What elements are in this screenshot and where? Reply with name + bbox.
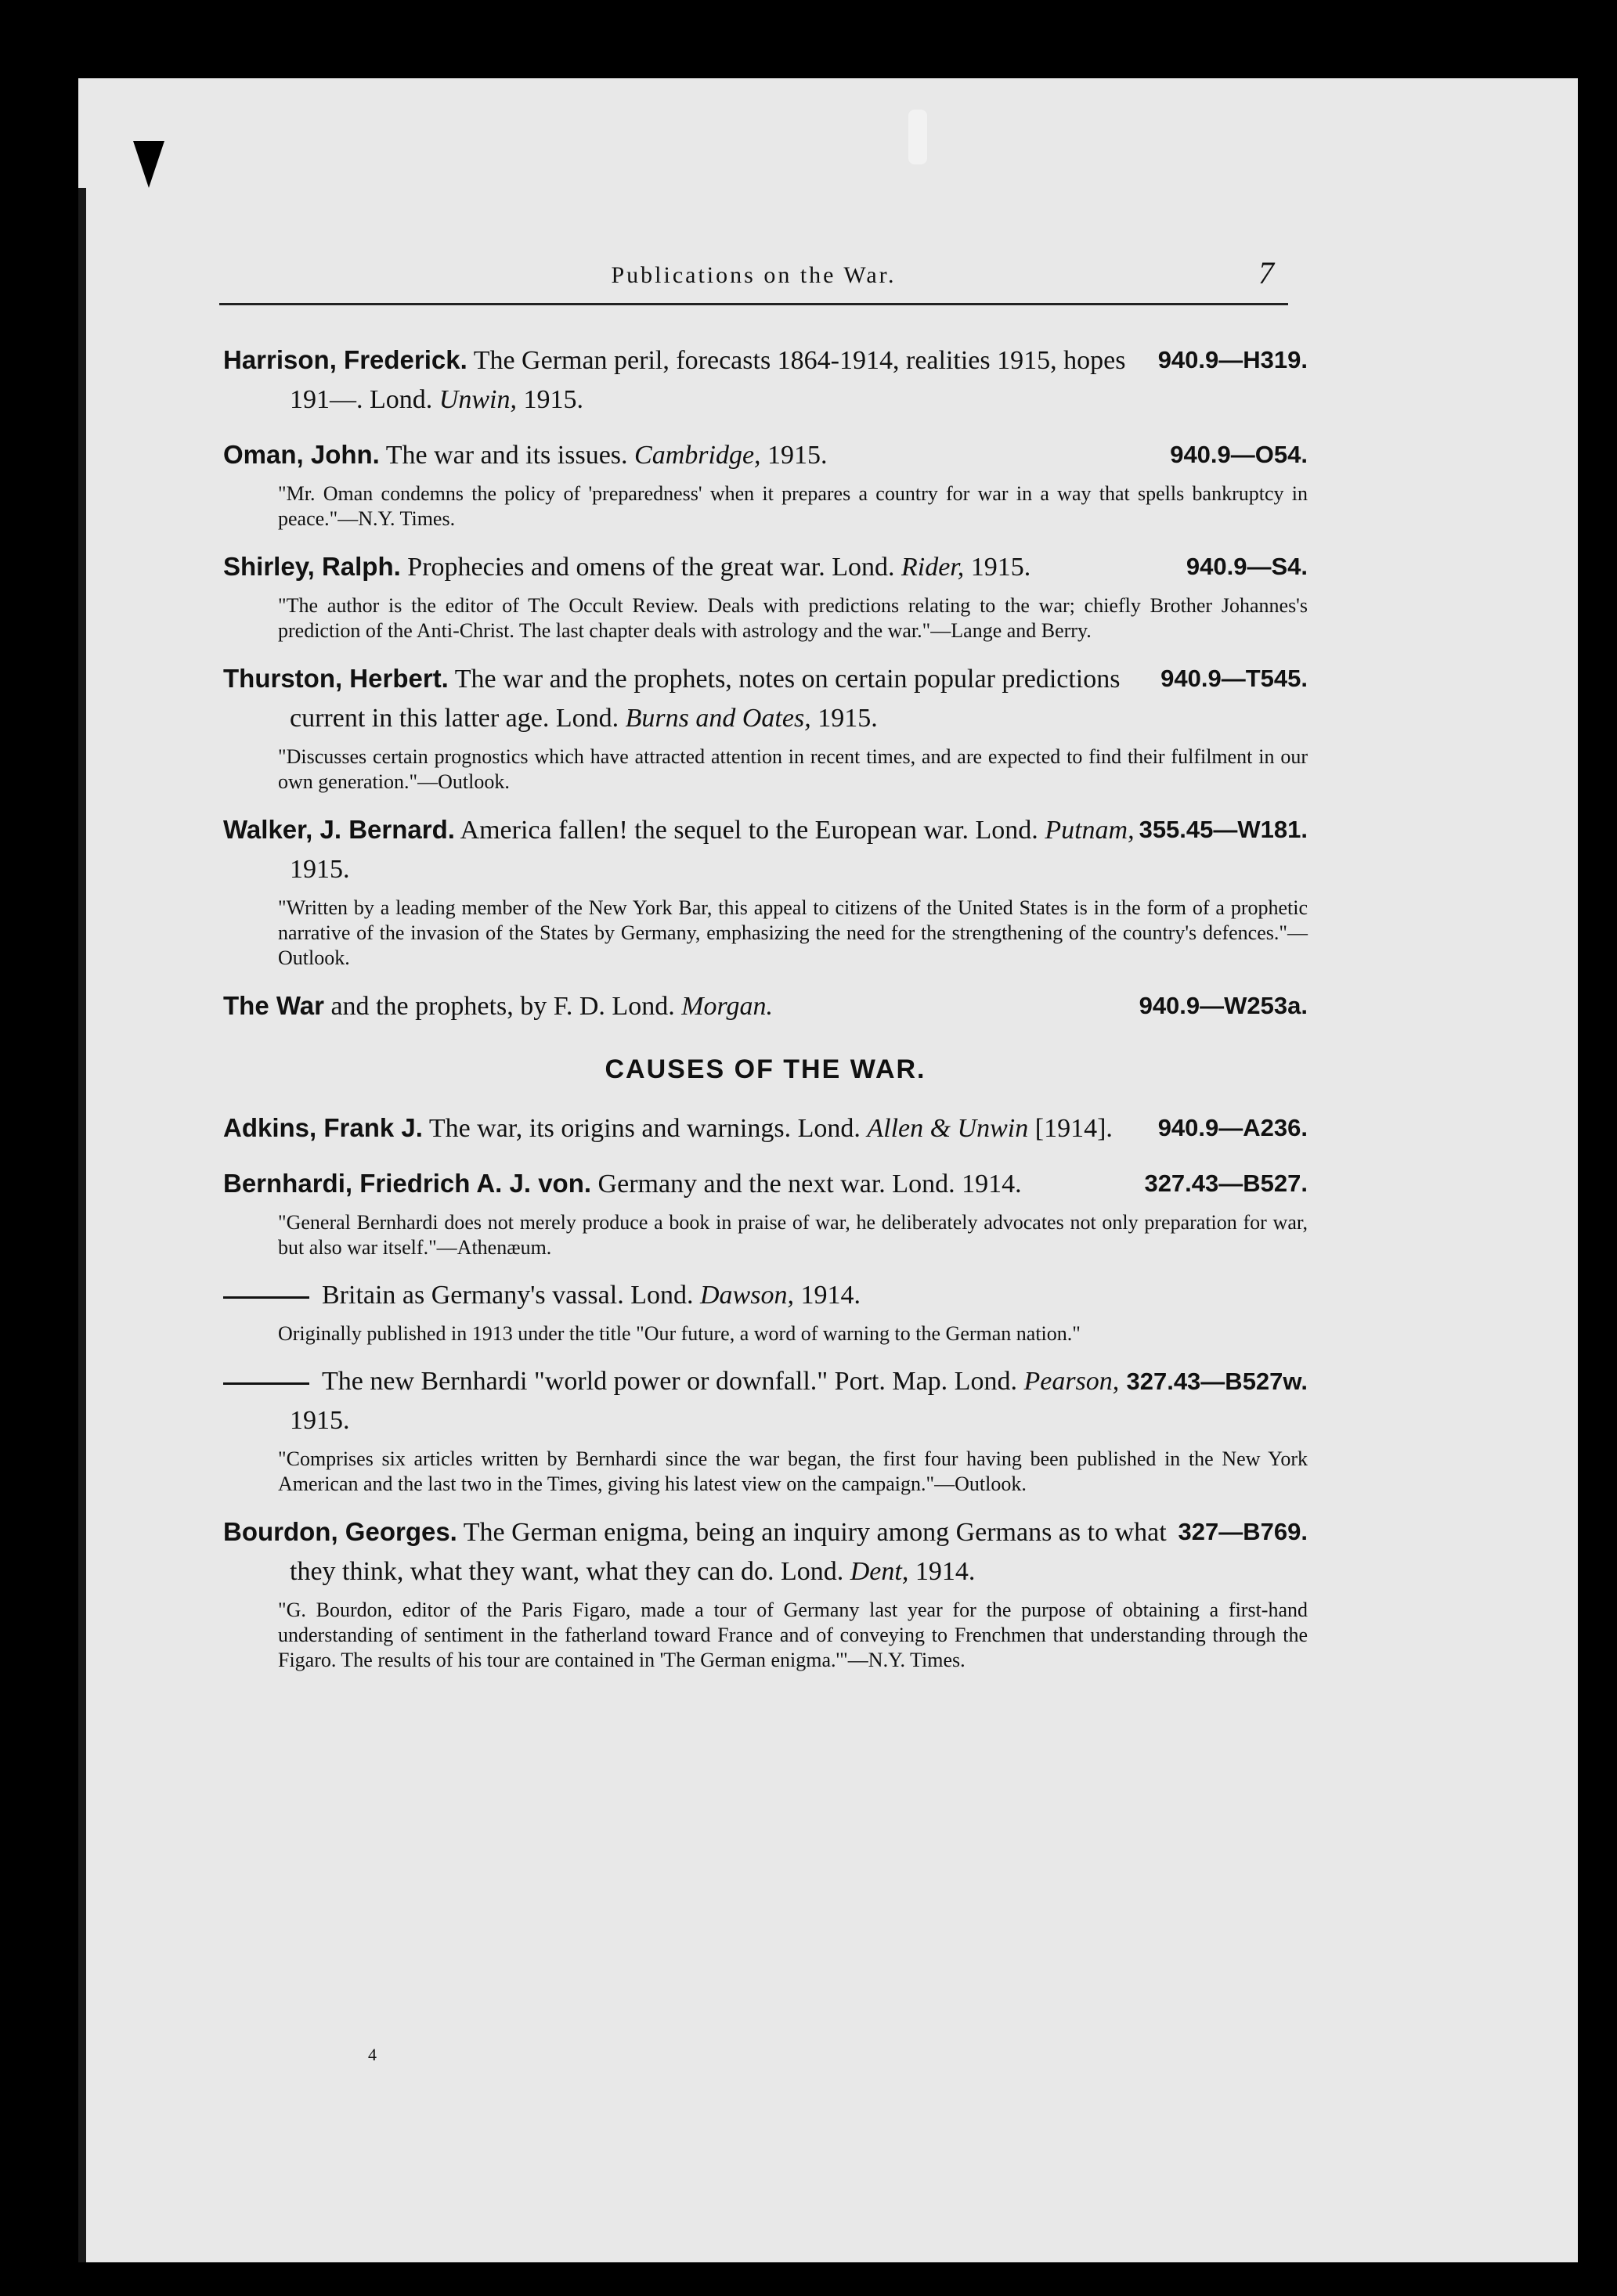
entry-citation [223,435,1308,475]
entry-publisher: Unwin, [439,385,517,414]
bibliography-entry [223,1108,1308,1148]
entry-title: The war and its issues. [385,441,628,470]
entry-citation [223,1276,1308,1315]
entry-title: The new Bernhardi "world power or downfall." Port. Map. Lond. [322,1367,1017,1396]
entry-year: 1914. [915,1557,976,1586]
entry-annotation: Originally published in 1913 under the title "Our future, a word of warning to the German nation." [278,1322,1081,1345]
bibliography-entry [223,659,1308,795]
entry-publisher: Rider, [901,553,965,582]
entry-year: 1914. [800,1281,861,1310]
entry-annotation: "Comprises six articles written by Bernhardi since the war began, the first four having been published in the New York American and the last two in the Times, giving his latest view on the campaign."—Outlook. [278,1447,1308,1495]
entry-year: 1915. [767,441,828,470]
scan-artifact [908,110,927,164]
running-head: Publications on the War. [611,262,897,288]
entry-citation [223,547,1308,587]
entry-annotation: "The author is the editor of The Occult Review. Deals with predictions relating to the war; chiefly Brother Johannes's prediction of the Anti-Christ. The last chapter deals with astrology and the war."—Lange and Berry. [278,594,1308,642]
entry-title: America fallen! the sequel to the European war. Lond. [460,816,1038,845]
entry-title: Germany and the next war. Lond. [597,1170,955,1198]
entry-title: The German enigma, being an inquiry among Germans as to what they think, what they want, what they can do. Lond. [290,1518,1167,1586]
call-number: 355.45—W181. [1139,816,1308,843]
entry-citation [223,986,1308,1026]
entry-publisher: Dawson, [699,1281,794,1310]
bibliography-entry [223,1164,1308,1260]
binding-notch [133,141,164,188]
entry-annotation: "G. Bourdon, editor of the Paris Figaro, made a tour of Germany last year for the purpose of obtaining a first-hand understanding of sentiment in the fatherland toward France and of conveying to Frenchmen that understanding through the Figaro. The results of his tour are contained in 'The German enigma.'"—N.Y. Times. [278,1599,1308,1671]
entry-citation [223,341,1308,420]
entry-year: 1914. [962,1170,1022,1198]
entry-list-causes [223,1108,1308,1673]
call-number: 940.9—A236. [1157,1114,1308,1141]
entry-title: The war, its origins and warnings. Lond. [428,1114,861,1143]
entry-author: Oman, John. [223,440,380,469]
entry-publisher: Putnam, [1045,816,1135,845]
bibliography-entry [223,435,1308,532]
bibliography-entry [223,1512,1308,1673]
entry-title: Britain as Germany's vassal. Lond. [322,1281,694,1310]
entry-annotation: "Written by a leading member of the New York Bar, this appeal to citizens of the United States is in the form of a prophetic narrative of the invasion of the States by Germany, emphasizing the need for the strengthening of the country's defences."—Outlook. [278,896,1308,969]
bibliography-entry [223,547,1308,643]
entry-citation [223,659,1308,738]
entry-citation [223,1362,1308,1440]
page-spine [78,188,86,2262]
call-number: 940.9—H319. [1157,346,1308,373]
entry-year: 1915. [290,1406,350,1435]
call-number: 327.43—B527w. [1126,1368,1308,1395]
entry-title: Prophecies and omens of the great war. Lond. [407,553,895,582]
bibliography-entry [223,1362,1308,1497]
call-number: 940.9—S4. [1186,553,1308,580]
entry-publisher: Cambridge, [634,441,761,470]
entry-title: The war and the prophets, notes on certain popular predictions current in this latter age. Lond. [290,665,1121,733]
entry-citation [223,1108,1308,1148]
ditto-dash [223,1296,309,1299]
entry-publisher: Pearson, [1023,1367,1120,1396]
call-number: 327.43—B527. [1144,1170,1308,1197]
entry-year: 1915. [970,553,1031,582]
entry-year: 1915. [818,704,878,733]
entry-author: Harrison, Frederick. [223,345,467,374]
entry-author: Thurston, Herbert. [223,664,449,693]
entry-annotation: "General Bernhardi does not merely produce a book in praise of war, he deliberately advocates not only preparation for war, but also war itself."—Athenæum. [278,1211,1308,1259]
call-number: 940.9—W253a. [1139,992,1308,1019]
entry-citation [223,810,1308,889]
entry-title: and the prophets, by F. D. Lond. [330,992,675,1021]
bibliography-entry [223,341,1308,420]
entry-author: Walker, J. Bernard. [223,815,455,844]
entry-publisher: Dent, [850,1557,909,1586]
entry-author: Shirley, Ralph. [223,552,401,581]
bibliography-entry [223,810,1308,971]
call-number: 327—B769. [1178,1518,1308,1545]
entry-list-prophecies [223,341,1308,1026]
call-number: 940.9—T545. [1160,665,1308,692]
ditto-dash [223,1382,309,1385]
entry-title: The German peril, forecasts 1864-1914, realities 1915, hopes 191—. Lond. [290,346,1126,414]
bibliography-entry [223,1276,1308,1346]
entry-publisher: Burns and Oates, [625,704,811,733]
entry-year: 1915. [290,855,350,884]
page-header [219,255,1288,305]
entry-author: Bourdon, Georges. [223,1517,457,1546]
entry-publisher: Allen & Unwin [867,1114,1029,1143]
entry-author: Bernhardi, Friedrich A. J. von. [223,1169,592,1198]
entry-annotation: "Discusses certain prognostics which have attracted attention in recent times, and are expected to find their fulfilment in our own generation."—Outlook. [278,745,1308,793]
entry-annotation: "Mr. Oman condemns the policy of 'preparedness' when it prepares a country for war in a way that spells bankruptcy in peace."—N.Y. Times. [278,482,1308,530]
entry-author: The War [223,991,324,1020]
bibliography-entry [223,986,1308,1026]
call-number: 940.9—O54. [1170,441,1308,468]
footer-mark: 4 [368,2045,377,2064]
entry-author: Adkins, Frank J. [223,1113,423,1142]
page-number: 7 [1258,255,1274,290]
bibliography [223,341,1308,1689]
entry-citation [223,1164,1308,1204]
entry-year: [1914]. [1034,1114,1113,1143]
entry-publisher: Morgan. [681,992,773,1021]
section-heading: CAUSES OF THE WAR. [605,1054,926,1084]
entry-year: 1915. [523,385,583,414]
entry-citation [223,1512,1308,1591]
